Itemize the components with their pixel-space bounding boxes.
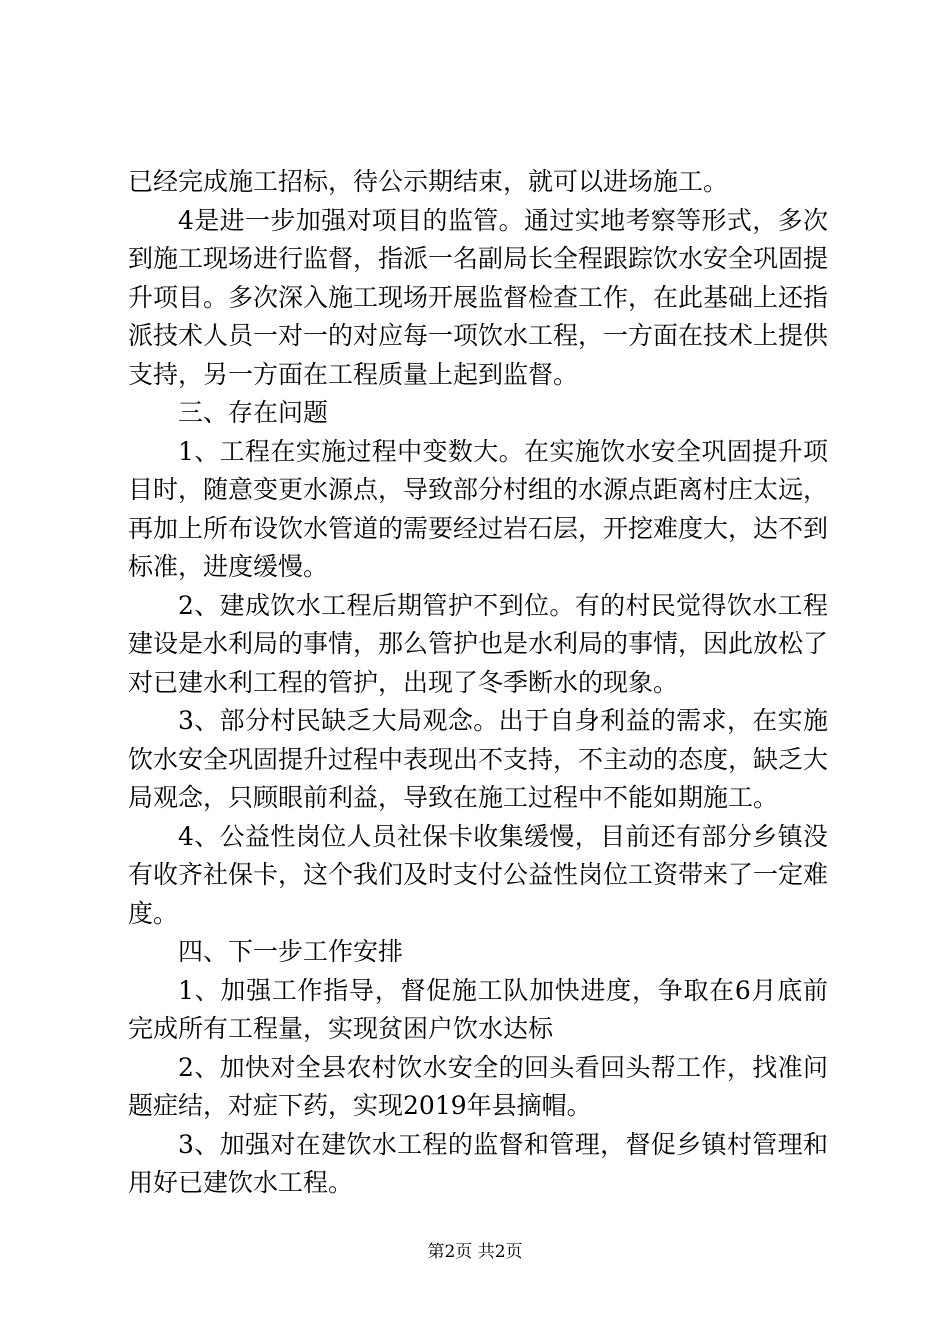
problem-item-4: 4、公益性岗位人员社保卡收集缓慢，目前还有部分乡镇没有收齐社保卡，这个我们及时支付公益性岗位工资带来了一定难度。 (128, 821, 829, 928)
paragraph-continuation: 已经完成施工招标，待公示期结束，就可以进场施工。 (128, 167, 729, 196)
paragraph-supervision: 4是进一步加强对项目的监管。通过实地考察等形式，多次到施工现场进行监督，指派一名副局长全程跟踪饮水安全巩固提升项目。多次深入施工现场开展监督检查工作，在此基础上还指派技术人员一对一的对应每一项饮水工程，一方面在技术上提供支持，另一方面在工程质量上起到监督。 (128, 205, 829, 389)
section-heading-problems: 三、存在问题 (178, 398, 329, 427)
next-step-item-3: 3、加强对在建饮水工程的监督和管理，督促乡镇村管理和用好已建饮水工程。 (128, 1129, 828, 1197)
next-step-item-1: 1、加强工作指导，督促施工队加快进度，争取在6月底前完成所有工程量，实现贫困户饮水达标 (128, 975, 828, 1043)
problem-item-1: 1、工程在实施过程中变数大。在实施饮水安全巩固提升项目时，随意变更水源点，导致部分村组的水源点距离村庄太远，再加上所布设饮水管道的需要经过岩石层，开挖难度大，达不到标准，进度缓慢。 (128, 436, 829, 581)
section-heading-next-steps: 四、下一步工作安排 (178, 937, 404, 966)
page-number-footer: 第2页 共2页 (427, 1242, 523, 1262)
problem-item-2: 2、建成饮水工程后期管护不到位。有的村民觉得饮水工程建设是水利局的事情，那么管护也是水利局的事情，因此放松了对已建水利工程的管护，出现了冬季断水的现象。 (128, 590, 829, 697)
document-body (128, 163, 828, 1203)
problem-item-3: 3、部分村民缺乏大局观念。出于自身利益的需求，在实施饮水安全巩固提升过程中表现出不支持，不主动的态度，缺乏大局观念，只顾眼前利益，导致在施工过程中不能如期施工。 (128, 706, 829, 812)
next-step-item-2: 2、加快对全县农村饮水安全的回头看回头帮工作，找准问题症结，对症下药，实现2019年县摘帽。 (128, 1052, 828, 1120)
